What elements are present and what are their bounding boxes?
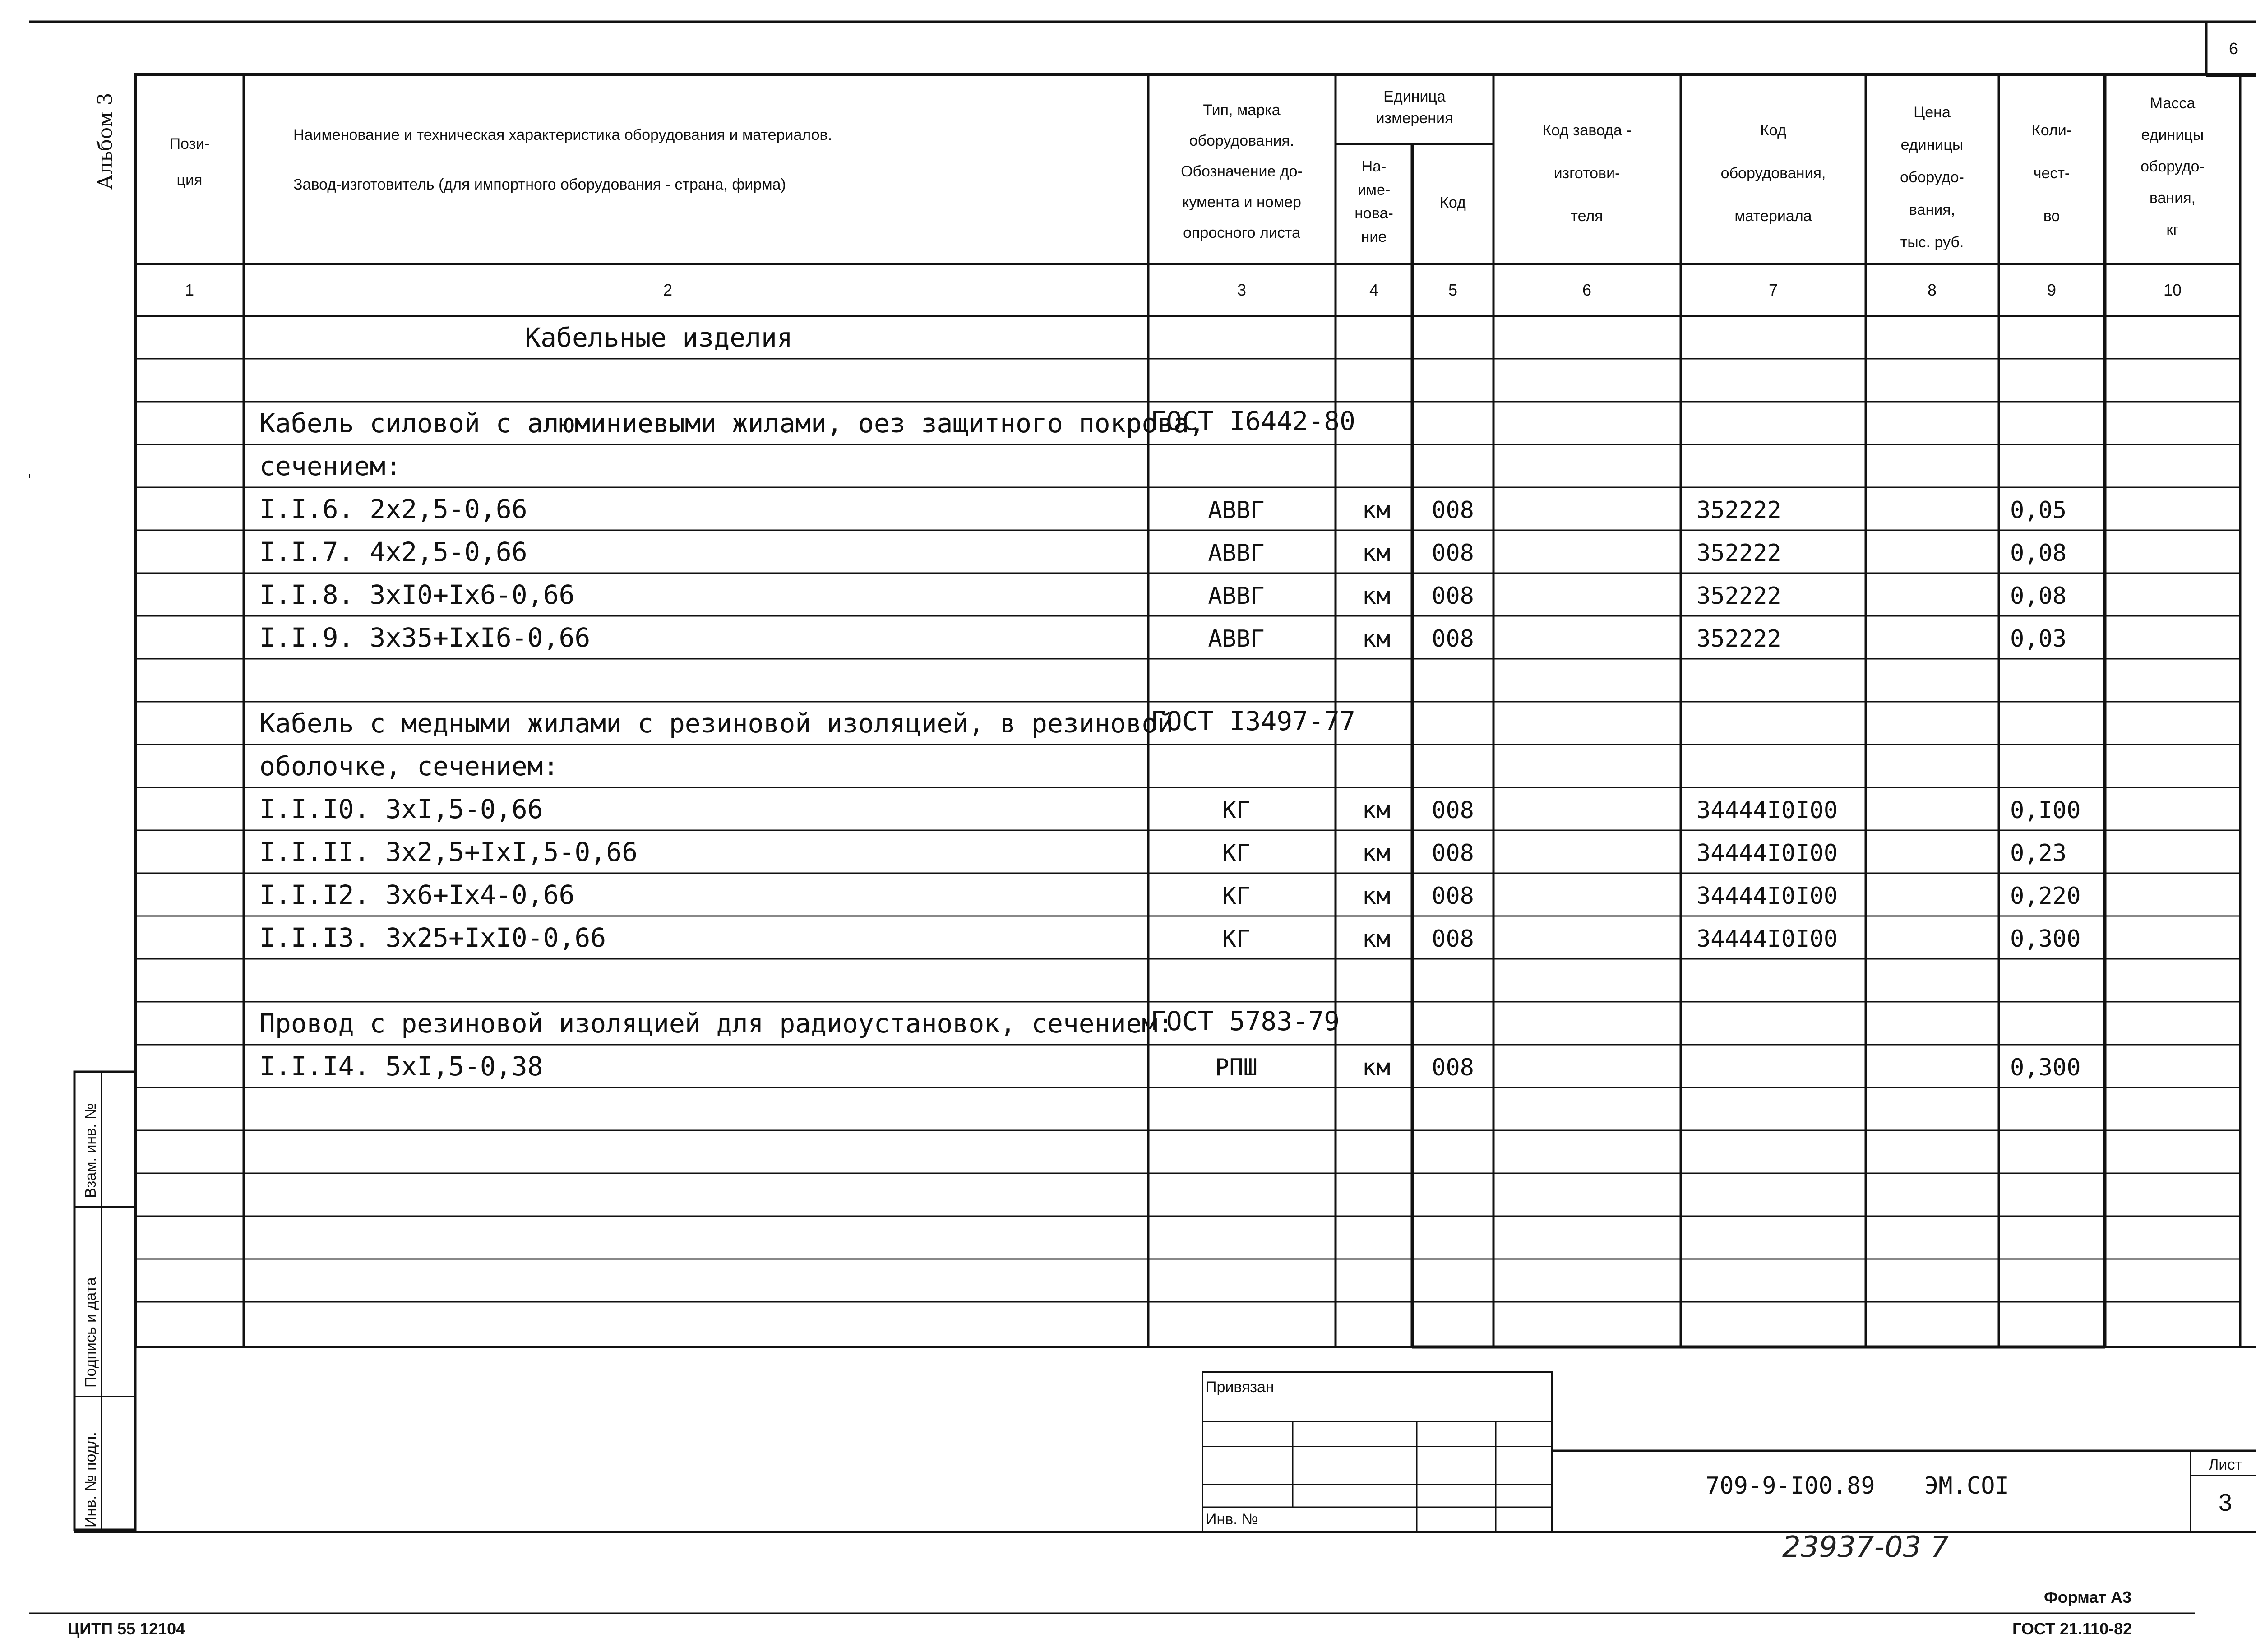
row-code: 008 xyxy=(1432,797,1474,824)
header-unit-code: Код xyxy=(1440,194,1466,211)
stamp-inv: Инв. № xyxy=(1206,1511,1258,1528)
row-unit: км xyxy=(1362,540,1391,567)
row-name: I.I.I0. 3xI,5-0,66 xyxy=(259,794,543,824)
row-name: I.I.I3. 3x25+IxI0-0,66 xyxy=(259,922,606,953)
row-code: 008 xyxy=(1432,540,1474,567)
footer-right: ГОСТ 21.110-82 xyxy=(2012,1620,2132,1638)
header-name: Наименование и техническая характеристика оборудования и материалов. Завод-изготовитель (для импортного оборудования - страна, фирма) xyxy=(293,126,832,193)
column-number: 5 xyxy=(1448,281,1458,299)
row-quantity: 0,I00 xyxy=(2010,797,2081,824)
row-doc: ГОСТ I3497-77 xyxy=(1151,706,1355,736)
column-numbers xyxy=(185,281,2182,299)
side-label-vzam: Взам. инв. № xyxy=(82,1103,99,1198)
header-unit-group: Единица измерения xyxy=(1376,88,1453,127)
row-type: КГ xyxy=(1222,797,1251,824)
row-name: I.I.I4. 5xI,5-0,38 xyxy=(259,1051,543,1082)
row-name: I.I.6. 2x2,5-0,66 xyxy=(259,494,527,524)
header-equipment-code: Код оборудования, материала xyxy=(1720,122,1826,225)
row-type: КГ xyxy=(1222,883,1251,910)
row-doc: ГОСТ 5783-79 xyxy=(1151,1006,1340,1037)
stamp-sheet-number: 3 xyxy=(2218,1489,2233,1516)
row-material-code: 352222 xyxy=(1697,583,1781,610)
row-name: I.I.8. 3xI0+Ix6-0,66 xyxy=(259,579,575,610)
handwritten-number: 23937-03 7 xyxy=(1782,1531,1949,1564)
stamp-sheet-label: Лист xyxy=(2209,1456,2242,1473)
row-quantity: 0,03 xyxy=(2010,625,2067,652)
row-unit: км xyxy=(1362,497,1391,524)
row-name: I.I.I2. 3x6+Ix4-0,66 xyxy=(259,879,575,910)
column-number: 1 xyxy=(185,281,194,299)
table-header xyxy=(170,88,2205,251)
row-type: КГ xyxy=(1222,840,1251,867)
header-price: Цена единицы оборудо-вания, тыс. руб. xyxy=(1900,104,1964,251)
row-code: 008 xyxy=(1432,1054,1474,1081)
column-number: 10 xyxy=(2163,281,2182,299)
row-unit: км xyxy=(1362,925,1391,953)
row-unit: км xyxy=(1362,1054,1391,1081)
row-material-code: 352222 xyxy=(1697,497,1781,524)
row-code: 008 xyxy=(1432,883,1474,910)
row-code: 008 xyxy=(1432,925,1474,953)
header-mass: Масса единицы оборудо-вания, кг xyxy=(2140,95,2205,238)
stamp-attached: Привязан xyxy=(1206,1379,1274,1396)
column-number: 8 xyxy=(1927,281,1937,299)
row-unit: км xyxy=(1362,840,1391,867)
column-number: 2 xyxy=(663,281,673,299)
row-quantity: 0,08 xyxy=(2010,540,2067,567)
row-material-code: 352222 xyxy=(1697,540,1781,567)
album-label: Альбом 3 xyxy=(94,93,117,190)
row-quantity: 0,300 xyxy=(2010,1054,2081,1081)
row-quantity: 0,300 xyxy=(2010,925,2081,953)
column-number: 3 xyxy=(1237,281,1247,299)
row-unit: км xyxy=(1362,583,1391,610)
row-material-code: 34444I0I00 xyxy=(1697,925,1838,953)
column-number: 4 xyxy=(1369,281,1379,299)
header-type: Тип, марка оборудования. Обозначение до-кумента и номер опросного листа xyxy=(1181,102,1303,241)
side-label-inv-podl: Инв. № подл. xyxy=(82,1432,99,1527)
header-position: Пози-ция xyxy=(169,135,210,189)
row-name: I.I.7. 4x2,5-0,66 xyxy=(259,537,527,567)
row-name: сечением: xyxy=(259,451,402,481)
column-number: 9 xyxy=(2047,281,2057,299)
column-number: 7 xyxy=(1768,281,1778,299)
row-doc: ГОСТ I6442-80 xyxy=(1151,406,1355,436)
row-quantity: 0,05 xyxy=(2010,497,2067,524)
footer-left: ЦИТП 55 12104 xyxy=(68,1620,185,1638)
row-material-code: 34444I0I00 xyxy=(1697,840,1838,867)
stamp-doc-suffix: ЭМ.COI xyxy=(1924,1472,2009,1499)
row-type: АВВГ xyxy=(1208,497,1265,524)
row-name: I.I.9. 3x35+IxI6-0,66 xyxy=(259,622,591,653)
row-quantity: 0,220 xyxy=(2010,883,2081,910)
row-unit: км xyxy=(1362,625,1391,652)
row-code: 008 xyxy=(1432,583,1474,610)
row-name: I.I.II. 3x2,5+IxI,5-0,66 xyxy=(259,837,638,867)
row-code: 008 xyxy=(1432,625,1474,652)
row-name: Кабель силовой с алюминиевыми жилами, оез защитного покрова, xyxy=(259,408,1205,439)
row-quantity: 0,08 xyxy=(2010,583,2067,610)
row-unit: км xyxy=(1362,883,1391,910)
header-quantity: Коли-чест-во xyxy=(2031,122,2072,225)
row-type: РПШ xyxy=(1215,1054,1257,1081)
row-type: АВВГ xyxy=(1208,583,1265,610)
sheet-number-top-box xyxy=(2206,22,2256,76)
format-label: Формат А3 xyxy=(2044,1588,2132,1606)
row-unit: км xyxy=(1362,797,1391,824)
row-material-code: 352222 xyxy=(1697,625,1781,652)
side-stamp xyxy=(74,1072,135,1530)
column-number: 6 xyxy=(1582,281,1592,299)
section-title: Кабельные изделия xyxy=(525,322,793,353)
header-maker-code: Код завода -изготови-теля xyxy=(1542,122,1632,225)
row-type: АВВГ xyxy=(1208,625,1265,652)
row-material-code: 34444I0I00 xyxy=(1697,797,1838,824)
row-name: Провод с резиновой изоляцией для радиоустановок, сечением: xyxy=(259,1008,1174,1039)
row-quantity: 0,23 xyxy=(2010,840,2067,867)
row-type: КГ xyxy=(1222,925,1251,953)
sheet-number-top: 6 xyxy=(2228,39,2238,58)
row-name: оболочке, сечением: xyxy=(259,751,559,782)
row-code: 008 xyxy=(1432,840,1474,867)
row-material-code: 34444I0I00 xyxy=(1697,883,1838,910)
side-label-podpis: Подпись и дата xyxy=(82,1277,99,1388)
row-name: Кабель с медными жилами с резиновой изоляцией, в резиновой xyxy=(259,708,1174,739)
row-code: 008 xyxy=(1432,497,1474,524)
row-type: АВВГ xyxy=(1208,540,1265,567)
title-block xyxy=(74,1347,2256,1532)
stamp-doc-code: 709-9-I00.89 xyxy=(1706,1472,1875,1499)
header-unit-name: На-име-нова-ние xyxy=(1355,158,1393,245)
